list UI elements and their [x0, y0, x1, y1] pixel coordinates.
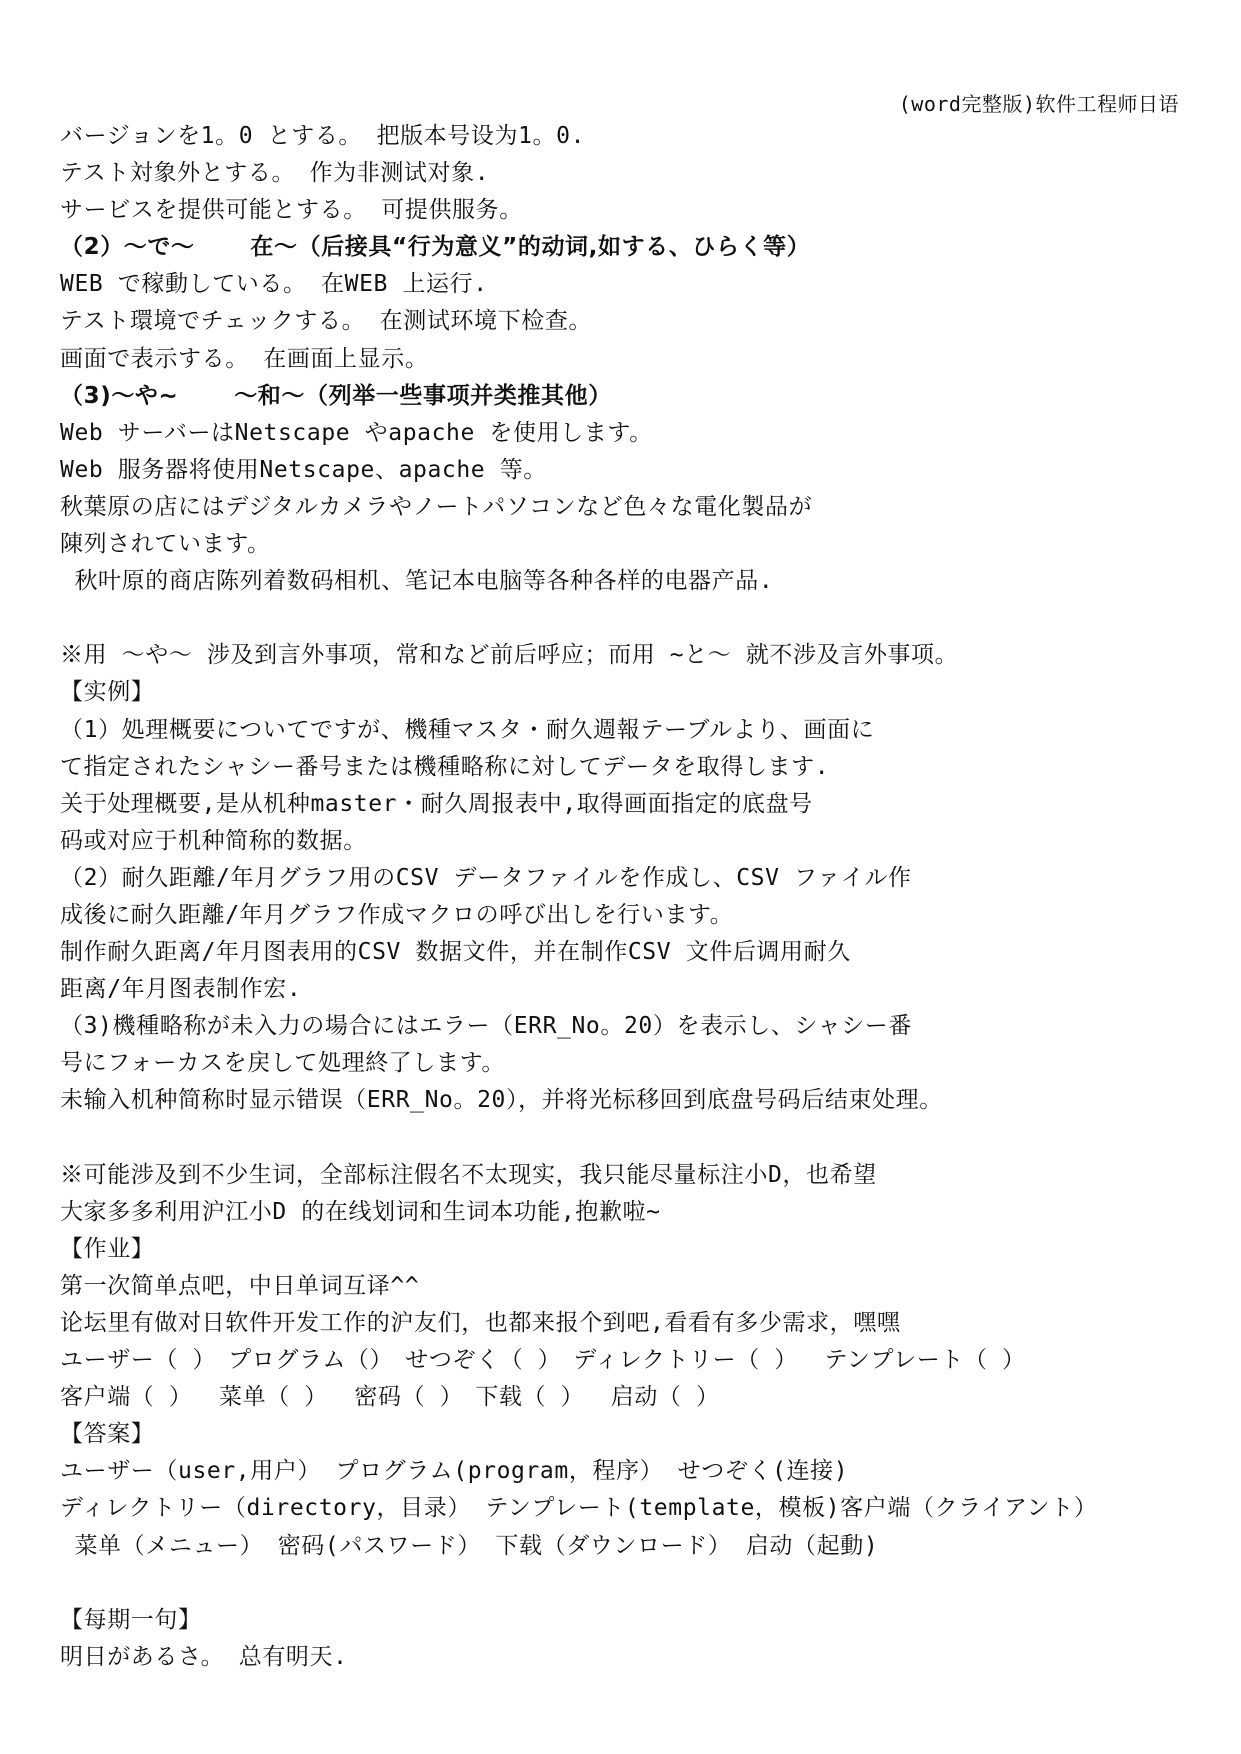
text-line: 秋叶原的商店陈列着数码相机、笔记本电脑等各种各样的电器产品.	[60, 568, 774, 595]
text-line: 菜单（メニュー） 密码(パスワード） 下载（ダウンロード） 启动（起動)	[60, 1532, 879, 1559]
text-line: Web 服务器将使用Netscape、apache 等。	[60, 456, 547, 483]
blank-line	[60, 1120, 1200, 1157]
text-line: 客户端（ ） 菜单（ ） 密码（ ） 下载（ ） 启动（ ）	[60, 1384, 720, 1411]
text-line: 号にフォーカスを戻して処理終了します。	[60, 1050, 505, 1077]
text-line: テスト環境でチェックする。 在测试环境下检查。	[60, 308, 593, 335]
text-line: 【答案】	[60, 1421, 155, 1448]
text-line: 陳列されています。	[60, 531, 271, 558]
text-line: 关于处理概要,是从机种master・耐久周报表中,取得画面指定的底盘号	[60, 790, 813, 817]
text-line: 画面で表示する。 在画面上显示。	[60, 345, 429, 372]
text-line: ※用 ～や～ 涉及到言外事项，常和など前后呼应；而用 ~と～ 就不涉及言外事项。	[60, 642, 959, 669]
text-line: 距离/年月图表制作宏.	[60, 976, 302, 1003]
text-line: ※可能涉及到不少生词，全部标注假名不太现实，我只能尽量标注小D，也希望	[60, 1161, 877, 1188]
text-line: サービスを提供可能とする。 可提供服务。	[60, 197, 523, 224]
text-line: 大家多多利用沪江小D 的在线划词和生词本功能,抱歉啦~	[60, 1198, 661, 1225]
blank-line	[60, 600, 1200, 637]
text-line: 制作耐久距离/年月图表用的CSV 数据文件，并在制作CSV 文件后调用耐久	[60, 939, 851, 966]
text-line: 码或对应于机种简称的数据。	[60, 827, 367, 854]
text-line: 未输入机种简称时显示错误（ERR_No。20），并将光标移回到底盘号码后结束处理。	[60, 1087, 943, 1114]
text-line: WEB で稼動している。 在WEB 上运行.	[60, 271, 488, 298]
text-line: 秋葉原の店にはデジタルカメラやノートパソコンなど色々な電化製品が	[60, 493, 813, 520]
text-line: バージョンを1。0 とする。 把版本号设为1。0.	[60, 123, 586, 149]
text-line: 明日があるさ。 总有明天.	[60, 1643, 348, 1670]
text-line: Web サーバーはNetscape やapache を使用します。	[60, 419, 653, 446]
text-line: （3)機種略称が未入力の場合にはエラー（ERR_No。20）を表示し、シャシー番	[60, 1013, 913, 1040]
text-line: 【作业】	[60, 1235, 155, 1262]
document-body	[60, 118, 1200, 1676]
text-line: ユーザー（ ） プログラム（） せつぞく（ ） ディレクトリー（ ） テンプレート（ ）	[60, 1347, 1026, 1374]
text-line: て指定されたシャシー番号または機種略称に対してデータを取得します.	[60, 753, 830, 780]
text-line: 【每期一句】	[60, 1606, 202, 1633]
section-heading: （3)～や~ ～和～（列举一些事项并类推其他）	[60, 382, 612, 409]
text-line: 【实例】	[60, 679, 155, 706]
text-line: ディレクトリー（directory，目录） テンプレート(template，模板)客户端（クライアント）	[60, 1495, 1098, 1522]
text-line: （2）耐久距離/年月グラフ用のCSV データファイルを作成し、CSV ファイル作	[60, 864, 912, 891]
text-line: （1）処理概要についてですが、機種マスタ・耐久週報テーブルより、画面に	[60, 716, 875, 743]
text-line: テスト対象外とする。 作为非测试对象.	[60, 160, 490, 187]
document-header: (word完整版)软件工程师日语	[898, 92, 1179, 116]
text-line: ユーザー（user,用户） プログラム(program，程序） せつぞく(连接)	[60, 1458, 849, 1485]
blank-line	[60, 1565, 1200, 1602]
text-line: 论坛里有做对日软件开发工作的沪友们，也都来报个到吧,看看有多少需求，嘿嘿	[60, 1310, 901, 1336]
text-line: 成後に耐久距離/年月グラフ作成マクロの呼び出しを行います。	[60, 901, 734, 928]
text-line: 第一次简单点吧，中日单词互译^^	[60, 1272, 420, 1299]
section-heading: （2）～で～ 在～（后接具“行为意义”的动词,如する、ひらく等）	[60, 234, 811, 261]
